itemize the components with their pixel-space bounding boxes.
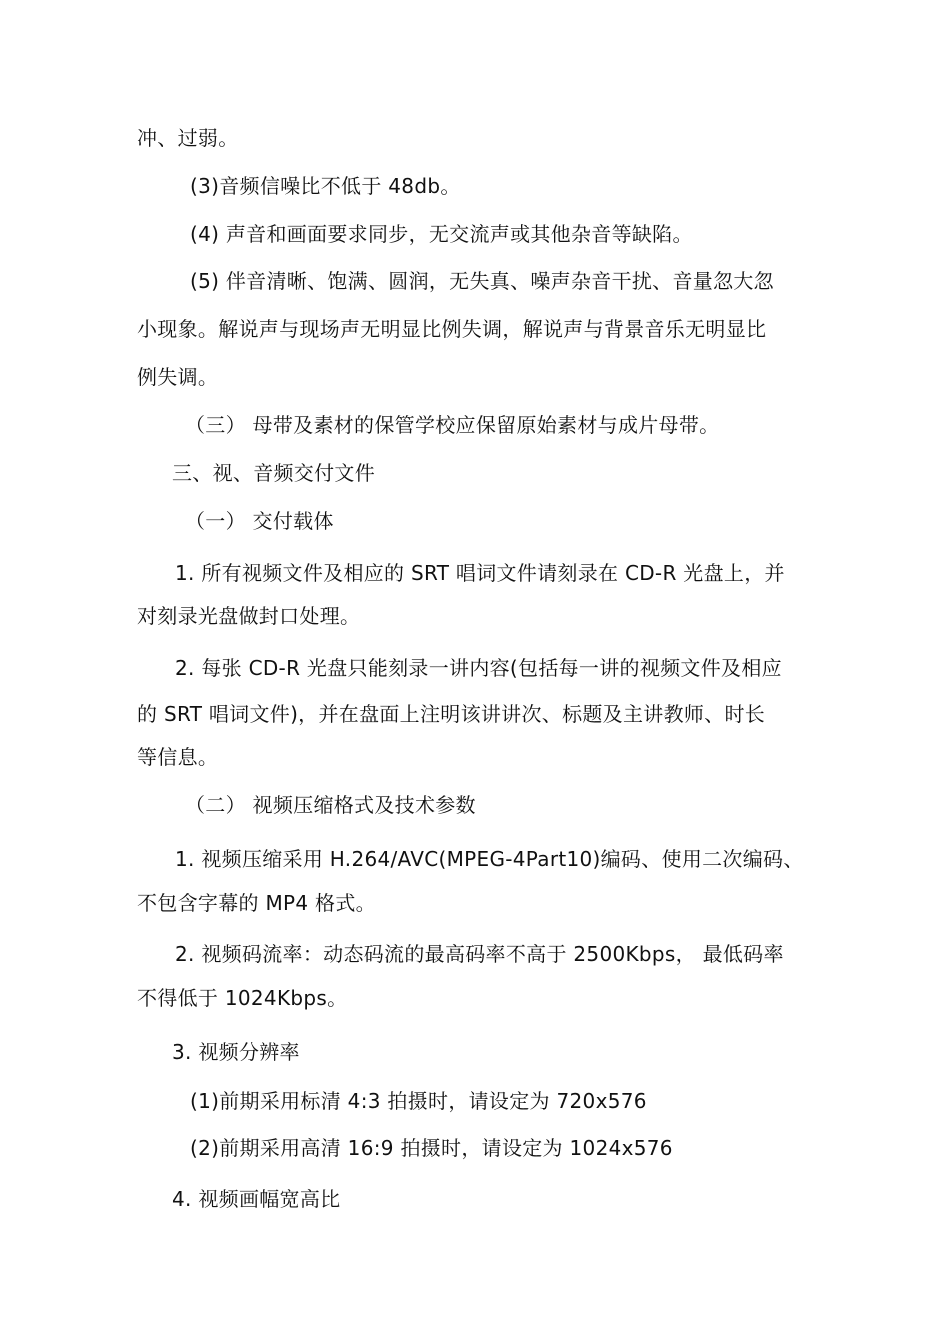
text-line: 对刻录光盘做封口处理。 bbox=[137, 604, 361, 628]
text-line: 4. 视频画幅宽高比 bbox=[172, 1187, 341, 1211]
text-line: 2. 视频码流率：动态码流的最高码率不高于 2500Kbps， 最低码率 bbox=[175, 942, 784, 966]
text-line: 3. 视频分辨率 bbox=[172, 1040, 300, 1064]
text-line: 1. 所有视频文件及相应的 SRT 唱词文件请刻录在 CD-R 光盘上，并 bbox=[175, 561, 785, 585]
text-line: (1)前期采用标清 4:3 拍摄时，请设定为 720x576 bbox=[190, 1089, 647, 1113]
text-line: 不包含字幕的 MP4 格式。 bbox=[137, 891, 376, 915]
text-line: 1. 视频压缩采用 H.264/AVC(MPEG-4Part10)编码、使用二次编码、 bbox=[175, 847, 804, 871]
text-line: 的 SRT 唱词文件)，并在盘面上注明该讲讲次、标题及主讲教师、时长 bbox=[137, 702, 766, 726]
section-heading: （三） 母带及素材的保管学校应保留原始素材与成片母带。 bbox=[185, 413, 720, 437]
text-line: 小现象。解说声与现场声无明显比例失调，解说声与背景音乐无明显比 bbox=[137, 317, 767, 341]
text-line: 冲、过弱。 bbox=[137, 126, 239, 150]
text-line: (3)音频信噪比不低于 48db。 bbox=[190, 174, 461, 198]
text-line: 例失调。 bbox=[137, 365, 219, 389]
text-line: (4) 声音和画面要求同步，无交流声或其他杂音等缺陷。 bbox=[190, 222, 693, 246]
text-line: (5) 伴音清晰、饱满、圆润，无失真、噪声杂音干扰、音量忽大忽 bbox=[190, 269, 774, 293]
text-line: 不得低于 1024Kbps。 bbox=[137, 986, 348, 1010]
section-heading: （一） 交付载体 bbox=[185, 509, 334, 533]
text-line: 等信息。 bbox=[137, 745, 219, 769]
text-line: 2. 每张 CD-R 光盘只能刻录一讲内容(包括每一讲的视频文件及相应 bbox=[175, 656, 782, 680]
text-line: (2)前期采用高清 16:9 拍摄时，请设定为 1024x576 bbox=[190, 1136, 673, 1160]
section-heading: （二） 视频压缩格式及技术参数 bbox=[185, 793, 476, 817]
section-heading: 三、视、音频交付文件 bbox=[172, 461, 375, 485]
